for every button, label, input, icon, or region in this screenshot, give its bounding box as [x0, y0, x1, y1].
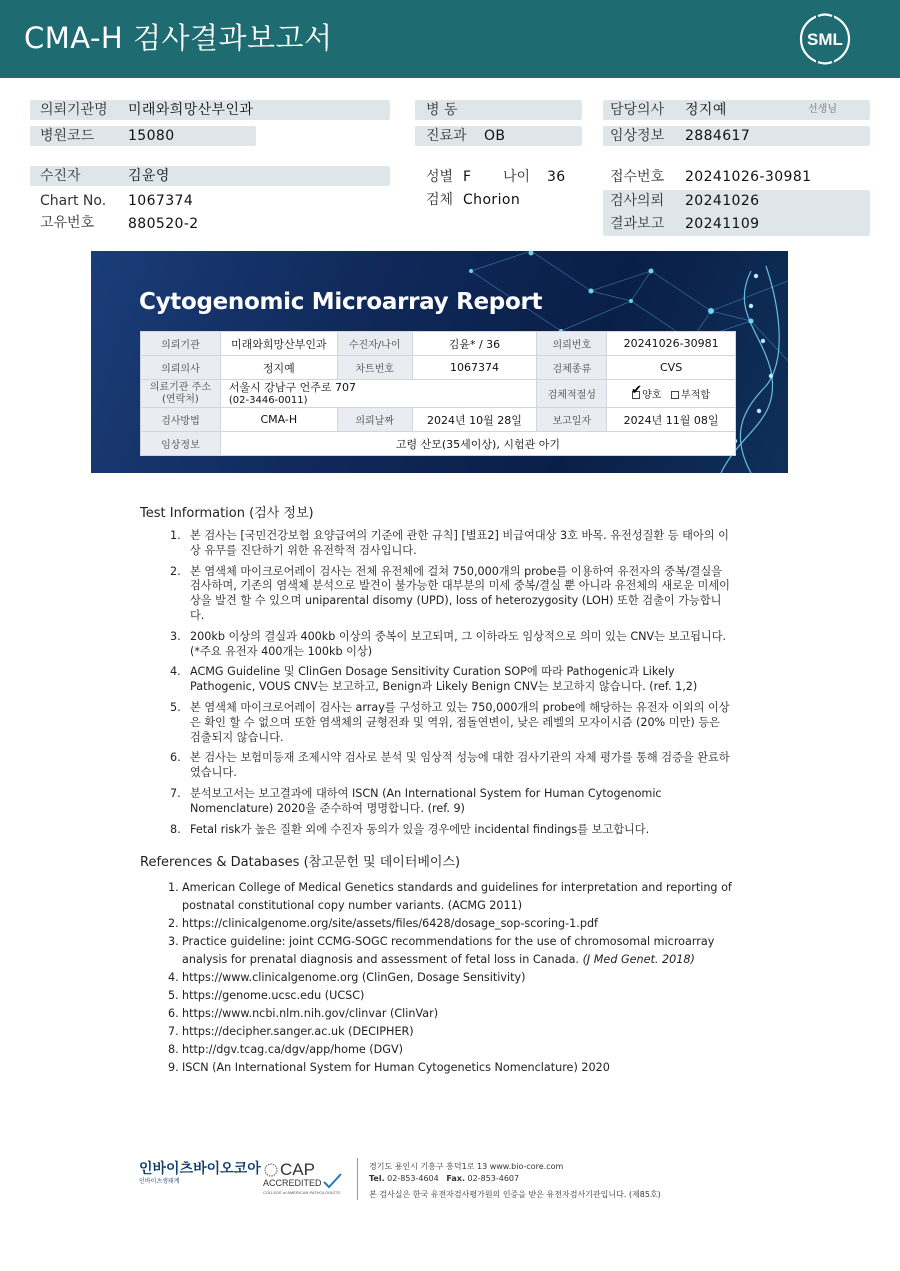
specimen-label: 검체 — [426, 192, 454, 208]
suitable-label: 양호 — [642, 390, 662, 401]
reference-item: 6. https://www.ncbi.nlm.nih.gov/clinvar (ClinVar) — [168, 1007, 439, 1020]
chart-no-label: Chart No. — [40, 193, 107, 209]
department-label: 진료과 — [426, 128, 467, 144]
patient-age-label: 수진자/나이 — [337, 332, 412, 356]
references-list — [168, 879, 748, 1077]
institution-label: 의뢰기관명 — [40, 102, 108, 118]
receipt-no-value: 20241026-30981 — [685, 169, 812, 185]
reference-item: 9. ISCN (An International System for Human Cytogenetics Nomenclature) 2020 — [168, 1061, 610, 1074]
institution-label: 의뢰기관 — [141, 332, 221, 356]
list-item: 8. Fetal risk가 높은 질환 외에 수진자 동의가 있을 경우에만 incidental findings를 보고합니다. — [170, 822, 650, 836]
report-banner — [91, 251, 788, 473]
unsuitable-checkbox — [671, 391, 679, 399]
report-title: CMA-H 검사결과보고서 — [24, 21, 333, 55]
reference-text: Practice guideline: joint CCMG-SOGC recommendations for the use of chromosomal microarray analysis for prenatal diagnosis and assessment of fetal loss in Canada. — [182, 935, 715, 966]
reference-text: American College of Medical Genetics standards and guidelines for interpretation and reporting of postnatal constitutional copy number variants. (ACMG 2011) — [182, 881, 732, 912]
request-date-label: 의뢰날짜 — [337, 408, 412, 432]
report-date-value: 2024년 11월 08일 — [607, 408, 736, 432]
list-item: 2. 본 염색체 마이크로어레이 검사는 전체 유전체에 걸쳐 750,000개의 probe를 이용하여 유전자의 중복/결실을 검사하며, 기존의 염색체 분석으로 발견이 불가능한 대부분의 미세 중복/결실 뿐 아니라 유전체의 새로운 미세이상을 발견 할 수 있으며 uniparental disomy (UPD), loss of heterozygosity (LOH) 또한 검출이 가능합니다. — [170, 564, 730, 622]
list-item-text: 분석보고서는 보고결과에 대하여 ISCN (An International System for Human Cytogenomic Nomenclature) 2020을 준수하여 명명합니다. (ref. 9) — [190, 786, 662, 815]
physician-suffix: 선생님 — [808, 104, 837, 115]
reference-item: 5. https://genome.ucsc.edu (UCSC) — [168, 989, 365, 1002]
address-label-line-1: 의료기관 주소 — [149, 381, 211, 393]
clinical-value: 고령 산모(35세이상), 시험관 아기 — [220, 432, 735, 456]
clinical-info-value: 2884617 — [685, 128, 751, 144]
clinical-info-label: 임상정보 — [610, 128, 665, 144]
clinical-label: 임상정보 — [141, 432, 221, 456]
sex-value: F — [463, 169, 472, 185]
unsuitable-label: 부적합 — [681, 390, 711, 401]
list-item-text: 본 검사는 [국민건강보험 요양급여의 기준에 관한 규칙] [별표2] 비급여대상 3호 바목. 유전성질환 등 태아의 이상 유무를 진단하기 위한 유전학적 검사입니다. — [190, 529, 729, 557]
institution-value: 미래와희망산부인과 — [128, 102, 254, 118]
footer-notice: 본 검사실은 한국 유전자검사평가원의 인증을 받은 유전자검사기관입니다. (제85호) — [369, 1190, 661, 1199]
age-value: 36 — [547, 169, 566, 185]
cap-accredited-logo — [262, 1158, 354, 1196]
checkmark-icon: ✔ — [631, 383, 643, 398]
footer-contact — [369, 1174, 519, 1183]
list-item: 6. 본 검사는 보험미등재 조제시약 검사로 분석 및 임상적 성능에 대한 검사기관의 자체 평가를 통해 검증을 완료하였습니다. — [170, 751, 730, 780]
patient-value: 김윤영 — [128, 168, 170, 184]
reference-item: 7. https://decipher.sanger.ac.uk (DECIPHER) — [168, 1025, 414, 1038]
summary-table — [140, 331, 736, 456]
test-info-heading: Test Information (검사 정보) — [140, 506, 314, 521]
reference-item: 4. https://www.clinicalgenome.org (ClinGen, Dosage Sensitivity) — [168, 971, 526, 984]
brand-logo: 인바이츠바이오코아 — [139, 1161, 261, 1177]
request-date-value: 2024년 10월 28일 — [412, 408, 537, 432]
receipt-no-label: 접수번호 — [610, 169, 665, 185]
reference-journal: (J Med Genet. 2018) — [582, 953, 695, 966]
banner-title: Cytogenomic Microarray Report — [139, 289, 543, 315]
reference-item: 2. https://clinicalgenome.org/site/assets/files/6428/dosage_sop-scoring-1.pdf — [168, 917, 598, 930]
suitable-checkbox — [631, 383, 643, 399]
suitability-value — [607, 380, 736, 408]
result-report-label: 결과보고 — [610, 216, 665, 232]
footer-divider — [357, 1158, 358, 1200]
sml-logo — [796, 12, 854, 66]
physician-label: 의뢰의사 — [141, 356, 221, 380]
unique-no-value: 880520-2 — [128, 216, 199, 232]
list-item-text: 본 염색체 마이크로어레이 검사는 array를 구성하고 있는 750,000개의 probe에 해당하는 유전자 이외의 이상은 확인 할 수 없으며 또한 염색체의 균형전좌 및 역위, 점돌연변이, 낮은 레벨의 모자이시즘 (20% 미만) 등은 검출되지 않습니다. — [190, 700, 730, 744]
svg-text:COLLEGE of AMERICAN PATHOLOGIS: COLLEGE of AMERICAN PATHOLOGISTS — [263, 1190, 340, 1195]
method-value: CMA-H — [220, 408, 337, 432]
tel-value: 02-853-4604 — [387, 1174, 439, 1183]
suitability-label: 검체적절성 — [537, 380, 607, 408]
report-date-label: 보고일자 — [537, 408, 607, 432]
reference-item: 1. American College of Medical Genetics standards and guidelines for interpretation and reporting of postnatal constitutional copy number variants. (ACMG 2011) — [168, 881, 732, 912]
request-no-value: 20241026-30981 — [607, 332, 736, 356]
institution-value: 미래와희망산부인과 — [220, 332, 337, 356]
method-label: 검사방법 — [141, 408, 221, 432]
report-header — [0, 0, 900, 78]
reference-item: 3. Practice guideline: joint CCMG-SOGC recommendations for the use of chromosomal microarray analysis for prenatal diagnosis and assessment of fetal loss in Canada. (J Med Genet. 2018) — [168, 935, 715, 966]
chart-no-label: 차트번호 — [337, 356, 412, 380]
address-label — [141, 380, 221, 408]
list-item-text: 본 염색체 마이크로어레이 검사는 전체 유전체에 걸쳐 750,000개의 probe를 이용하여 유전자의 중복/결실을 검사하며, 기존의 염색체 분석으로 발견이 불가능한 대부분의 미세 중복/결실 뿐 아니라 유전체의 새로운 미세이상을 발견 할 수 있으며 uniparental disomy (UPD), loss of heterozygosity (LOH) 또한 검출이 가능합니다. — [190, 564, 730, 622]
physician-label: 담당의사 — [610, 102, 665, 118]
list-item-text: 200kb 이상의 결실과 400kb 이상의 중복이 보고되며, 그 이하라도 임상적으로 의미 있는 CNV는 보고됩니다. (*주요 유전자 400개는 100kb 이상) — [190, 629, 727, 658]
chart-no-value: 1067374 — [128, 193, 194, 209]
test-info-list — [170, 529, 730, 843]
list-item: 3. 200kb 이상의 결실과 400kb 이상의 중복이 보고되며, 그 이하라도 임상적으로 의미 있는 CNV는 보고됩니다. (*주요 유전자 400개는 100kb 이상) — [170, 629, 727, 658]
test-request-label: 검사의뢰 — [610, 193, 665, 209]
specimen-value: Chorion — [463, 192, 521, 208]
test-request-value: 20241026 — [685, 193, 760, 209]
svg-text:ACCREDITED: ACCREDITED — [263, 1178, 322, 1188]
reference-link[interactable]: https://decipher.sanger.ac.uk (DECIPHER) — [182, 1025, 414, 1038]
reference-item: 8. http://dgv.tcag.ca/dgv/app/home (DGV) — [168, 1043, 403, 1056]
chart-no-value: 1067374 — [412, 356, 537, 380]
references-heading: References & Databases (참고문헌 및 데이터베이스) — [140, 855, 461, 870]
svg-text:SML: SML — [807, 30, 843, 49]
patient-age-value: 김윤* / 36 — [412, 332, 537, 356]
hospital-code-value: 15080 — [128, 128, 175, 144]
fax-label: Fax. — [446, 1174, 465, 1183]
list-item: 5. 본 염색체 마이크로어레이 검사는 array를 구성하고 있는 750,000개의 probe에 해당하는 유전자 이외의 이상은 확인 할 수 없으며 또한 염색체의 균형전좌 및 역위, 점돌연변이, 낮은 레벨의 모자이시즘 (20% 미만) 등은 검출되지 않습니다. — [170, 700, 730, 744]
age-label: 나이 — [503, 169, 531, 185]
specimen-type-value: CVS — [607, 356, 736, 380]
fax-value: 02-853-4607 — [467, 1174, 520, 1183]
list-item-text: ACMG Guideline 및 ClinGen Dosage Sensitivity Curation SOP에 따라 Pathogenic과 Likely Pathogenic, VOUS CNV는 보고하고, Benign과 Likely Benign CNV는 보고하지 않습니다. (ref. 1,2) — [190, 665, 698, 694]
hospital-code-label: 병원코드 — [40, 128, 95, 144]
list-item: 1. 본 검사는 [국민건강보험 요양급여의 기준에 관한 규칙] [별표2] 비급여대상 3호 바목. 유전성질환 등 태아의 이상 유무를 진단하기 위한 유전학적 검사입니다. — [170, 529, 729, 557]
reference-link[interactable]: https://genome.ucsc.edu (UCSC) — [182, 989, 365, 1002]
list-item: 4. ACMG Guideline 및 ClinGen Dosage Sensitivity Curation SOP에 따라 Pathogenic과 Likely Pathogenic, VOUS CNV는 보고하고, Benign과 Likely Benign CNV는 보고하지 않습니다. (ref. 1,2) — [170, 665, 698, 694]
result-report-value: 20241109 — [685, 216, 760, 232]
reference-link[interactable]: http://dgv.tcag.ca/dgv/app/home (DGV) — [182, 1043, 403, 1056]
request-no-label: 의뢰번호 — [537, 332, 607, 356]
reference-link[interactable]: https://www.ncbi.nlm.nih.gov/clinvar (ClinVar) — [182, 1007, 439, 1020]
svg-text:CAP: CAP — [280, 1160, 315, 1179]
address-line-2: (02-3446-0011) — [228, 394, 308, 406]
physician-value: 정지예 — [685, 102, 727, 118]
sex-label: 성별 — [426, 169, 454, 185]
address-label-line-2: (연락처) — [162, 393, 199, 405]
department-value: OB — [484, 128, 506, 144]
unique-no-label: 고유번호 — [40, 215, 95, 231]
ward-label: 병 동 — [426, 102, 458, 118]
patient-label: 수진자 — [40, 168, 81, 184]
tel-label: Tel. — [369, 1174, 385, 1183]
reference-link[interactable]: https://www.clinicalgenome.org (ClinGen, Dosage Sensitivity) — [182, 971, 526, 984]
list-item-text: Fetal risk가 높은 질환 외에 수진자 동의가 있을 경우에만 incidental findings를 보고합니다. — [190, 822, 650, 836]
specimen-type-label: 검체종류 — [537, 356, 607, 380]
physician-value: 정지예 — [220, 356, 337, 380]
list-item: 7. 분석보고서는 보고결과에 대하여 ISCN (An International System for Human Cytogenomic Nomenclature) 2020을 준수하여 명명합니다. (ref. 9) — [170, 786, 662, 815]
footer-address: 경기도 용인시 기흥구 흥덕1로 13 www.bio-core.com — [369, 1162, 564, 1171]
reference-link[interactable]: https://clinicalgenome.org/site/assets/files/6428/dosage_sop-scoring-1.pdf — [182, 917, 598, 930]
pill — [30, 166, 390, 186]
brand-sub: 인바이츠생태계 — [139, 1178, 180, 1185]
reference-text: ISCN (An International System for Human Cytogenetics Nomenclature) 2020 — [182, 1061, 610, 1074]
list-item-text: 본 검사는 보험미등재 조제시약 검사로 분석 및 임상적 성능에 대한 검사기관의 자체 평가를 통해 검증을 완료하였습니다. — [190, 751, 730, 780]
address-value — [220, 380, 536, 408]
address-line-1: 서울시 강남구 언주로 707 — [228, 380, 356, 394]
